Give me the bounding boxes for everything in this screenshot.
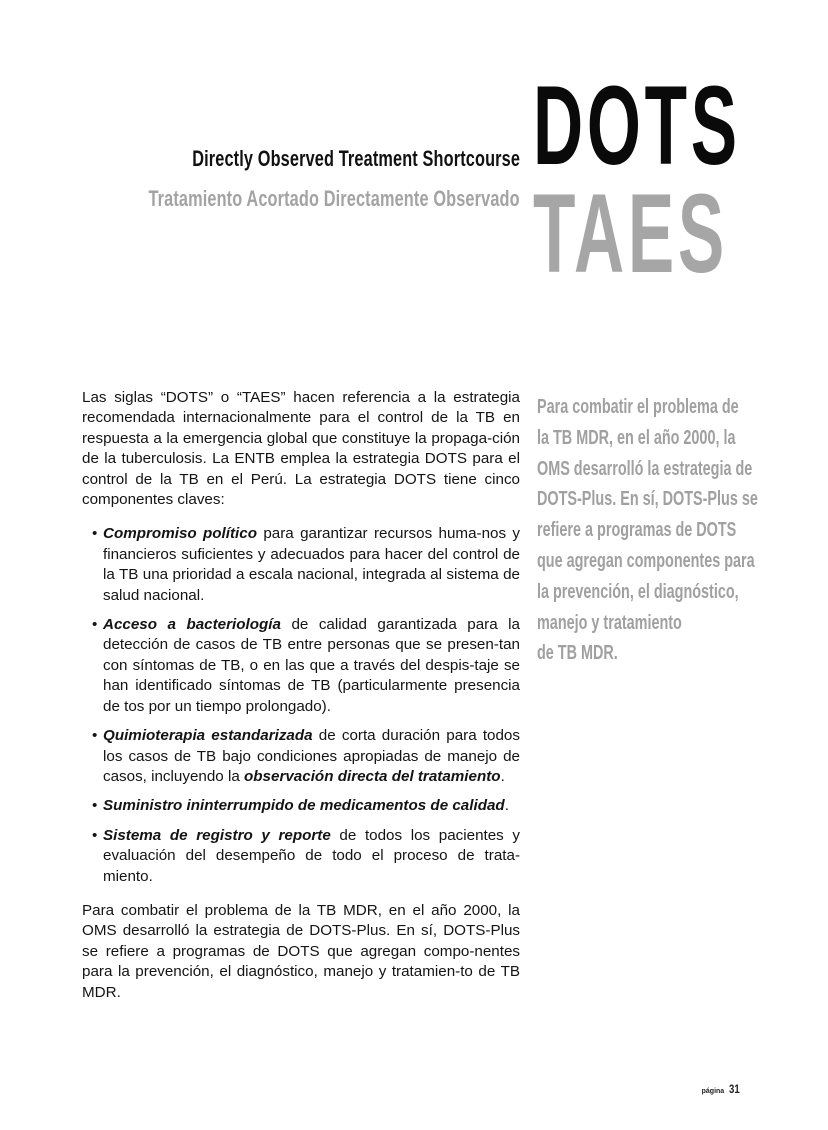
bullet-icon: • [92,525,98,543]
bullet-icon: • [92,797,98,815]
subtitle-english: Directly Observed Treatment Shortcourse [192,146,520,171]
list-item [92,826,520,887]
component-text: . [504,797,509,815]
pull-quote-line: OMS desarrolló la estrategia de [537,457,753,480]
component-text: de todos los pacientes y evaluación del desempeño de todo el proceso de trata-miento. [103,826,520,885]
acronym-dots-title: DOTS [533,63,741,188]
main-text-column [82,388,520,1003]
list-item [92,524,520,606]
component-title: Quimioterapia estandarizada [103,727,313,745]
pull-quote-line: refiere a programas de DOTS [537,519,737,542]
page-footer [702,1080,742,1098]
component-title: Sistema de registro y reporte [103,826,331,844]
pull-quote-line: DOTS-Plus. En sí, DOTS-Plus se [537,488,758,511]
page-label: página [701,1088,725,1095]
intro-paragraph: Las siglas “DOTS” o “TAES” hacen referencia a la estrategia recomendada internacionalmente para el control de la TB en respuesta a la emergencia global que constituye la propaga-ción de la tuberculosis. La ENTB emplea la estrategia DOTS para el control de la TB en el Perú. La estrategia DOTS tiene cinco componentes claves: [82,389,520,509]
list-item [92,615,520,717]
pull-quote-line: de TB MDR. [537,642,618,665]
components-list [82,524,520,887]
sidebar-pull-quote [537,392,767,669]
component-title: Compromiso político [103,525,257,543]
bullet-icon: • [92,616,98,634]
component-text: de calidad garantizada para la detección de casos de TB entre personas que se presen-tan con síntomas de TB, o en las que a través del despis-taje se han identificado síntomas de TB (particularmente presencia de tos por un tiempo prolongado). [103,616,520,715]
list-item [92,726,520,787]
component-emphasis: observación directa del tratamiento [244,767,501,785]
component-text: para garantizar recursos huma-nos y financieros suficientes y adecuados para hacer del control de la TB una prioridad a escala nacional, integrada al sistema de salud nacional. [103,525,520,604]
acronym-taes-title: TAES [533,171,728,296]
pull-quote-line: manejo y tratamiento [537,611,682,634]
component-text: de corta duración para todos los casos de TB bajo condiciones apropiadas de manejo de casos, incluyendo la [103,727,520,785]
pull-quote-line: Para combatir el problema de [537,396,739,418]
closing-paragraph: Para combatir el problema de la TB MDR, en el año 2000, la OMS desarrolló la estrategia de DOTS-Plus. En sí, DOTS-Plus se refiere a programas de DOTS que agregan compo-nentes para la prevención, el diagnóstico, manejo y tratamien-to de TB MDR. [82,901,520,1001]
pull-quote-line: que agregan componentes para [537,549,755,572]
page-number: 31 [728,1082,740,1096]
pull-quote-line: la TB MDR, en el año 2000, la [537,426,736,449]
bullet-icon: • [92,727,98,745]
subtitle-spanish: Tratamiento Acortado Directamente Observado [148,186,520,211]
component-text-end: . [500,767,505,785]
list-item [92,796,520,816]
pull-quote-line: la prevención, el diagnóstico, [537,580,739,603]
bullet-icon: • [92,826,98,844]
component-title: Suministro ininterrumpido de medicamentos de calidad [103,797,505,815]
component-title: Acceso a bacteriología [103,616,281,634]
